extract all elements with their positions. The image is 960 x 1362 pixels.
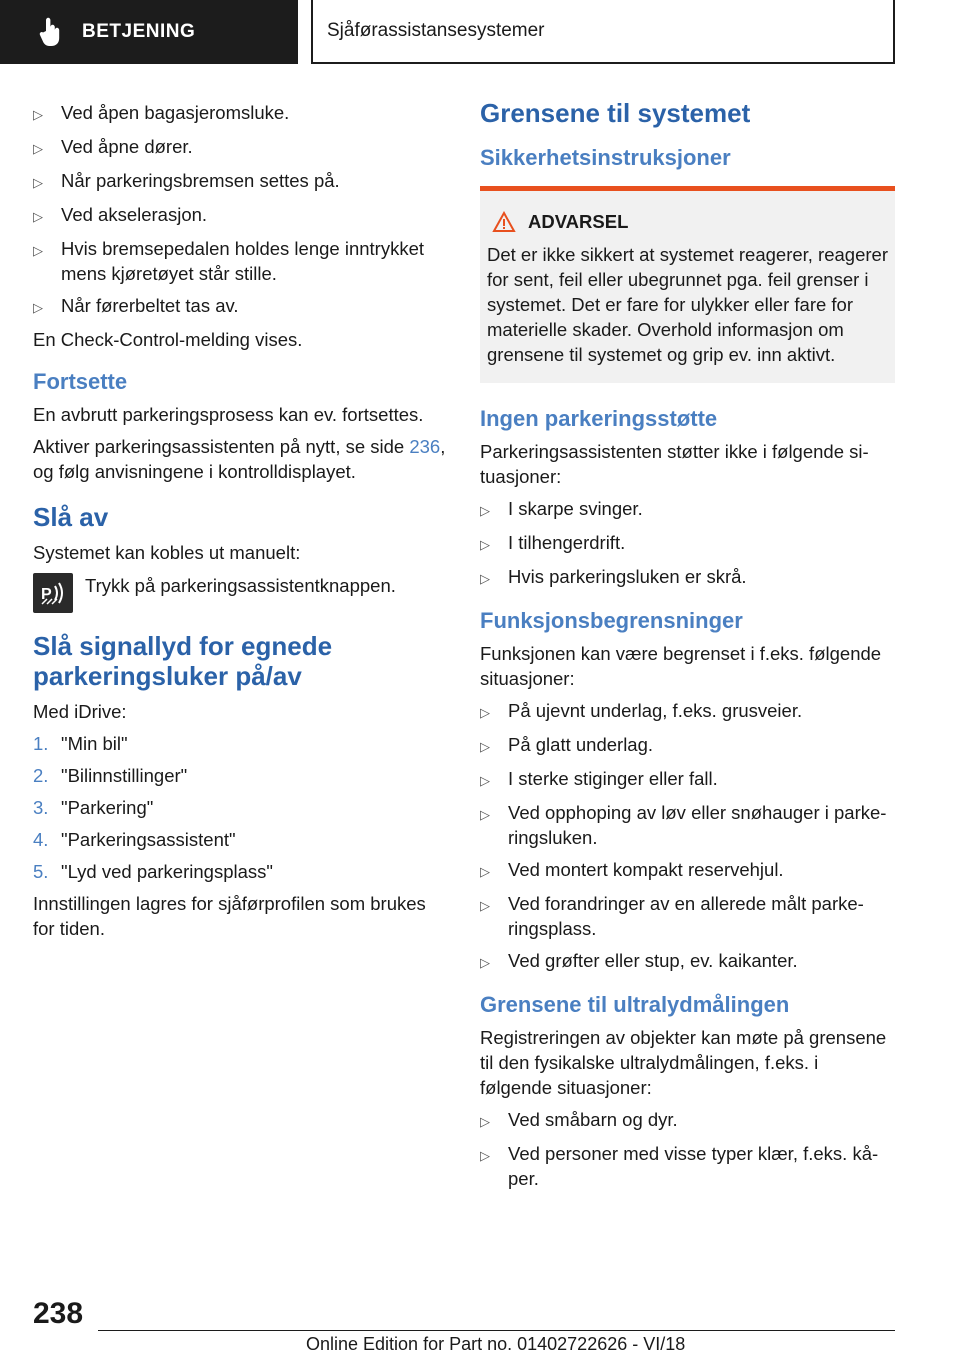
list-item: ▷ Ved grøfter eller stup, ev. kaikanter. [480, 948, 895, 975]
fortsette-heading: Fortsette [33, 369, 128, 394]
footer-divider [98, 1330, 895, 1331]
page-link[interactable]: 236 [409, 436, 441, 457]
signal-heading: Slå signallyd for egnede parkeringsluker på/av [33, 631, 333, 691]
step-item: 5. "Lyd ved parkeringsplass" [33, 861, 273, 882]
triangle-bullet-icon: ▷ [33, 175, 43, 190]
triangle-bullet-icon: ▷ [480, 503, 490, 518]
ingen-paragraph: Parkeringsassistenten støtter ikke i følgende situasjoner: [480, 441, 869, 487]
step-item: 2. "Bilinnstillinger" [33, 765, 188, 786]
hand-pointer-icon [38, 17, 68, 47]
list-item: ▷ Ved personer med visse typer klær, f.eks. kåper. [480, 1143, 879, 1189]
triangle-bullet-icon: ▷ [480, 537, 490, 552]
triangle-bullet-icon: ▷ [480, 773, 490, 788]
sla-av-heading: Slå av [33, 502, 109, 532]
list-item: ▷ Ved akselerasjon. [33, 202, 448, 229]
parking-assistant-button-icon [33, 573, 73, 613]
section-label: BETJENING [82, 21, 196, 42]
fortsette-paragraph-2: Aktiver parkeringsassistenten på nytt, se side 236, og følg anvisningene i kontrolldisplayet. [33, 436, 446, 482]
triangle-bullet-icon: ▷ [480, 864, 490, 879]
list-item: ▷ I sterke stiginger eller fall. [480, 766, 895, 793]
list-item: ▷ Ved forandringer av en allerede målt parkeringsplass. [480, 893, 864, 939]
triangle-bullet-icon: ▷ [480, 807, 490, 822]
triangle-bullet-icon: ▷ [33, 107, 43, 122]
list-item: ▷ Ved åpne dører. [33, 134, 448, 161]
warning-title: ADVARSEL [487, 209, 888, 234]
list-item: ▷ Når parkeringsbremsen settes på. [33, 168, 448, 195]
chapter-title: Sjåførassistansesystemer [311, 0, 895, 64]
triangle-bullet-icon: ▷ [33, 243, 43, 258]
list-item: ▷ Når førerbeltet tas av. [33, 293, 448, 320]
list-item: ▷ Ved montert kompakt reservehjul. [480, 857, 895, 884]
fortsette-paragraph-1: En avbrutt parkeringsprosess kan ev. fortsettes. [33, 404, 424, 425]
left-column [33, 100, 448, 948]
list-item: ▷ I skarpe svinger. [480, 496, 895, 523]
triangle-bullet-icon: ▷ [33, 209, 43, 224]
sikkerhet-heading: Sikkerhetsinstruksjoner [480, 145, 731, 170]
step-item: 3. "Parkering" [33, 797, 154, 818]
list-item: ▷ På glatt underlag. [480, 732, 895, 759]
edition-text: Online Edition for Part no. 01402722626 - VI/18 [306, 1334, 686, 1354]
warning-text: Det er ikke sikkert at systemet reagerer, reagerer for sent, feil eller ubegrunnet pga. feil grenser i systemet. Det er fare for ulykker eller fare for materielle skader. Overhold informasjon om grensene til systemet og grip ev. inn aktivt. [487, 244, 888, 365]
triangle-bullet-icon: ▷ [480, 898, 490, 913]
button-instruction-text: Trykk på parkeringsassistentknappen. [85, 575, 396, 596]
sla-av-paragraph: Systemet kan kobles ut manuelt: [33, 542, 301, 563]
ultra-heading: Grensene til ultralydmålingen [480, 992, 790, 1017]
list-item: ▷ Hvis bremsepedalen holdes lenge inntrykket mens kjøretøyet står stille. [33, 238, 425, 284]
triangle-bullet-icon: ▷ [33, 300, 43, 315]
funksjon-paragraph: Funksjonen kan være begrenset i f.eks. følgende situasjoner: [480, 643, 882, 689]
triangle-bullet-icon: ▷ [480, 739, 490, 754]
button-instruction [33, 573, 448, 613]
list-item: ▷ Ved åpen bagasjeromsluke. [33, 100, 448, 127]
triangle-bullet-icon: ▷ [480, 571, 490, 586]
list-item: ▷ På ujevnt underlag, f.eks. grusveier. [480, 698, 895, 725]
svg-text:P: P [41, 586, 52, 603]
check-control-text: En Check-Control-melding vises. [33, 329, 303, 350]
grensene-heading: Grensene til systemet [480, 98, 751, 128]
right-column [480, 98, 895, 1198]
ultra-paragraph: Registreringen av objekter kan møte på grensene til den fysikalske ultralydmålingen, f.eks. i følgende situasjoner: [480, 1027, 887, 1098]
warning-triangle-icon [492, 211, 516, 233]
step-item: 4. "Parkeringsassistent" [33, 829, 236, 850]
list-item: ▷ Ved opphoping av løv eller snøhauger i parkeringsluken. [480, 802, 887, 848]
funksjon-heading: Funksjonsbegrensninger [480, 608, 743, 633]
list-item: ▷ Ved småbarn og dyr. [480, 1107, 895, 1134]
warning-box [480, 186, 895, 383]
list-item: ▷ Hvis parkeringsluken er skrå. [480, 564, 895, 591]
ingen-heading: Ingen parkeringsstøtte [480, 406, 718, 431]
triangle-bullet-icon: ▷ [480, 1114, 490, 1129]
triangle-bullet-icon: ▷ [33, 141, 43, 156]
section-tab [0, 0, 298, 64]
step-item: 1. "Min bil" [33, 733, 128, 754]
triangle-bullet-icon: ▷ [480, 705, 490, 720]
list-item: ▷ I tilhengerdrift. [480, 530, 895, 557]
triangle-bullet-icon: ▷ [480, 1148, 490, 1163]
page-number: 238 [33, 1297, 84, 1330]
triangle-bullet-icon: ▷ [480, 955, 490, 970]
saved-text: Innstillingen lagres for sjåførprofilen som brukes for tiden. [33, 893, 426, 939]
idrive-text: Med iDrive: [33, 701, 127, 722]
